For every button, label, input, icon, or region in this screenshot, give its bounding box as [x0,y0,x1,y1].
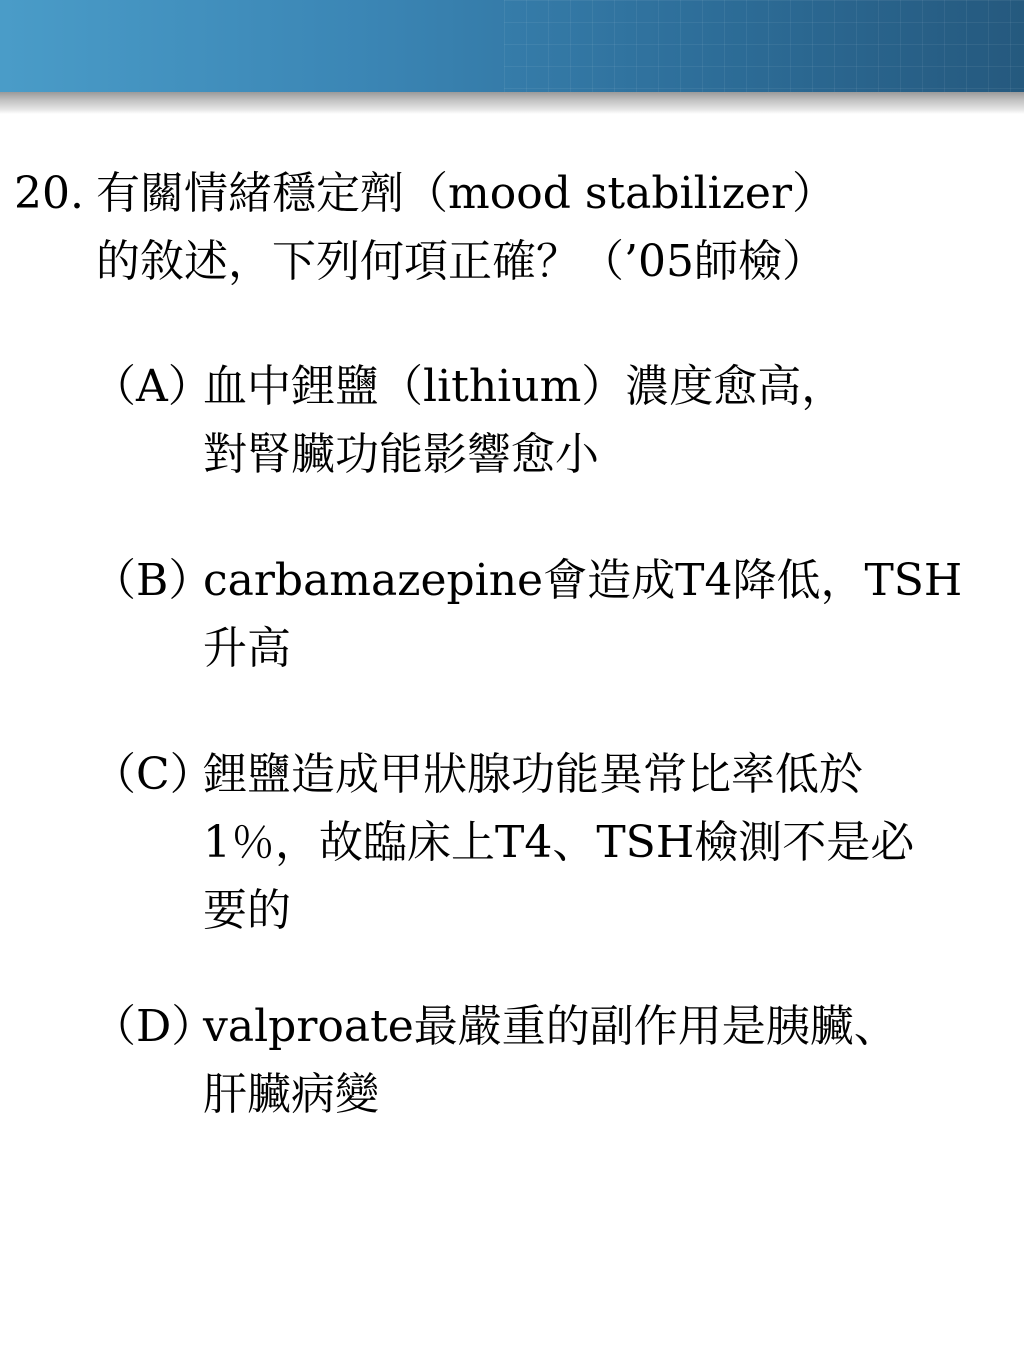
option-d-line-1: valproate最嚴重的副作用是胰臟、 [203,1001,898,1052]
option-c-label: （C） [92,749,214,800]
option-c-line-1: 鋰鹽造成甲狀腺功能異常比率低於 [203,749,863,800]
option-d-text [203,993,1018,1129]
question-line-2: 的敘述，下列何項正確？（’05師檢） [96,236,826,287]
option-a-line-2: 對腎臟功能影響愈小 [203,429,599,480]
question-number: 20. [14,168,84,219]
option-a-line-1: 血中鋰鹽（lithium）濃度愈高， [203,361,846,412]
option-b-line-1: carbamazepine會造成T4降低，TSH [203,555,963,606]
question-text [96,160,996,296]
option-d-label: （D） [92,1001,216,1052]
option-c-line-3: 要的 [203,885,291,936]
header-banner [0,0,1024,92]
question-line-1: 有關情緒穩定劑（mood stabilizer） [96,168,836,219]
option-d-line-2: 肝臟病變 [203,1069,379,1120]
option-a-label: （A） [92,361,212,412]
option-c-line-2: 1％，故臨床上T4、TSH檢測不是必 [203,817,915,868]
option-b-line-2: 升高 [203,623,291,674]
header-divider [0,92,1024,114]
option-c-text [203,741,1018,945]
option-b-text [203,547,1018,683]
option-a-text [203,353,1018,489]
header-grid-pattern [504,0,1024,92]
option-b-label: （B） [92,555,213,606]
